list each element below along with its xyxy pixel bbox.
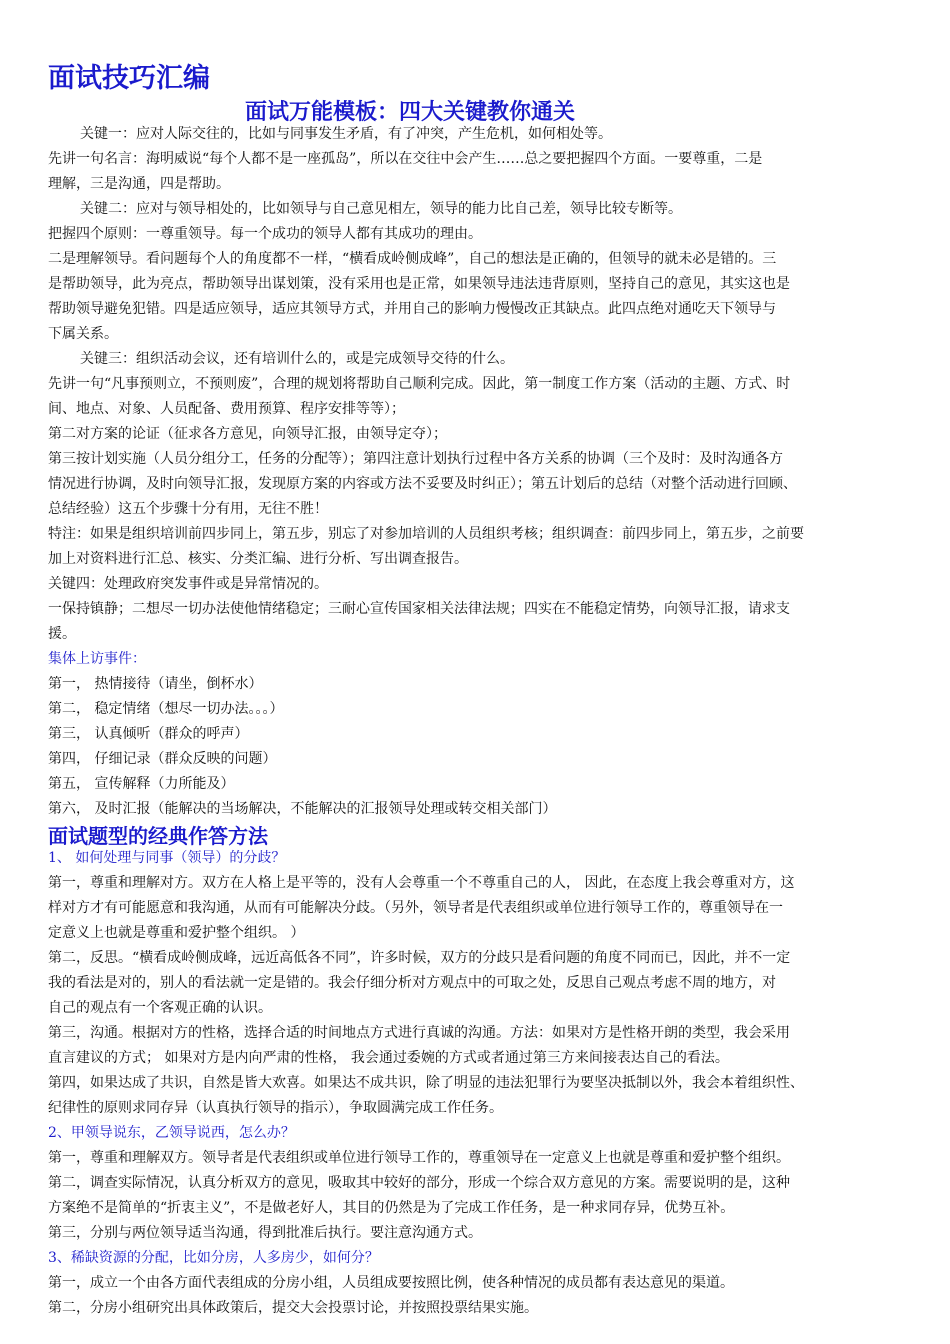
subheading-line: 集体上访事件：: [48, 651, 146, 667]
paragraph-line: 间、地点、对象、人员配备、费用预算、程序安排等等）；: [48, 401, 405, 417]
paragraph-line: 定意义上也就是尊重和爱护整个组织。 ）: [48, 925, 305, 941]
list-item: 第二， 稳定情绪（想尽一切办法。。。）: [48, 701, 284, 717]
paragraph-line: 纪律性的原则求同存异（认真执行领导的指示），争取圆满完成工作任务。: [48, 1100, 503, 1116]
paragraph-line: 特注：如果是组织培训前四步同上，第五步，别忘了对参加培训的人员组织考核；组织调查：前四步同上，第五步，之前要: [48, 526, 804, 542]
paragraph-line: 第三，沟通。根据对方的性格，选择合适的时间地点方式进行真诚的沟通。方法：如果对方是性格开朗的类型，我会采用: [48, 1025, 790, 1041]
paragraph-line: 关键一：应对人际交往的，比如与同事发生矛盾，有了冲突，产生危机，如何相处等。: [80, 126, 612, 142]
paragraph-line: 第一，尊重和理解对方。双方在人格上是平等的，没有人会尊重一个不尊重自己的人， 因此，在态度上我会尊重对方，这: [48, 875, 795, 891]
paragraph-line: 把握四个原则：一尊重领导。每一个成功的领导人都有其成功的理由。: [48, 226, 482, 242]
paragraph-line: 第四，如果达成了共识，自然是皆大欢喜。如果达不成共识，除了明显的违法犯罪行为要坚决抵制以外，我会本着组织性、: [48, 1075, 804, 1091]
section-title: 面试题型的经典作答方法: [48, 824, 268, 848]
paragraph-line: 第二对方案的论证（征求各方意见，向领导汇报，由领导定夺）；: [48, 426, 447, 442]
paragraph-line: 方案绝不是简单的“折衷主义”，不是做老好人，其目的仍然是为了完成工作任务，是一种求同存异，优势互补。: [48, 1200, 735, 1216]
paragraph-line: 第二，调查实际情况，认真分析双方的意见，吸取其中较好的部分，形成一个综合双方意见的方案。需要说明的是，这种: [48, 1175, 790, 1191]
paragraph-line: 总结经验）这五个步骤十分有用，无往不胜！: [48, 501, 328, 517]
question-heading: 3、稀缺资源的分配，比如分房，人多房少，如何分？: [48, 1250, 379, 1266]
paragraph-line: 关键三：组织活动会议，还有培训什么的，或是完成领导交待的什么。: [80, 351, 514, 367]
paragraph-line: 二是理解领导。看问题每个人的角度都不一样，“横看成岭侧成峰”，自己的想法是正确的，但领导的就未必是错的。三: [48, 251, 777, 267]
paragraph-line: 关键二：应对与领导相处的，比如领导与自己意见相左，领导的能力比自己差，领导比较专断等。: [80, 201, 682, 217]
paragraph-line: 第三按计划实施（人员分组分工，任务的分配等）；第四注意计划执行过程中各方关系的协调（三个及时：及时沟通各方: [48, 451, 783, 467]
paragraph-line: 先讲一句名言：海明威说“每个人都不是一座孤岛”，所以在交往中会产生……总之要把握四个方面。一要尊重，二是: [48, 151, 763, 167]
paragraph-line: 样对方才有可能愿意和我沟通，从而有可能解决分歧。（另外，领导者是代表组织或单位进行领导工作的，尊重领导在一: [48, 900, 783, 916]
paragraph-line: 援。: [48, 626, 76, 642]
list-item: 第三， 认真倾听（群众的呼声）: [48, 726, 249, 742]
paragraph-line: 帮助领导避免犯错。四是适应领导，适应其领导方式，并用自己的影响力慢慢改正其缺点。此四点绝对通吃天下领导与: [48, 301, 776, 317]
paragraph-line: 理解，三是沟通，四是帮助。: [48, 176, 230, 192]
paragraph-line: 第一，成立一个由各方面代表组成的分房小组，人员组成要按照比例，使各种情况的成员都有表达意见的渠道。: [48, 1275, 734, 1291]
question-heading: 1、 如何处理与同事（领导）的分歧？: [48, 850, 286, 866]
paragraph-line: 我的看法是对的，别人的看法就一定是错的。我会仔细分析对方观点中的可取之处，反思自己观点考虑不周的地方，对: [48, 975, 776, 991]
question-heading: 2、甲领导说东，乙领导说西，怎么办？: [48, 1125, 295, 1141]
list-item: 第四， 仔细记录（群众反映的问题）: [48, 751, 277, 767]
paragraph-line: 下属关系。: [48, 326, 118, 342]
list-item: 第六， 及时汇报（能解决的当场解决，不能解决的汇报领导处理或转交相关部门）: [48, 801, 557, 817]
paragraph-line: 一保持镇静；二想尽一切办法使他情绪稳定；三耐心宣传国家相关法律法规；四实在不能稳定情势，向领导汇报，请求支: [48, 601, 790, 617]
list-item: 第一， 热情接待（请坐，倒杯水）: [48, 676, 263, 692]
paragraph-line: 第一，尊重和理解双方。领导者是代表组织或单位进行领导工作的，尊重领导在一定意义上也就是尊重和爱护整个组织。: [48, 1150, 790, 1166]
document-subtitle: 面试万能模板：四大关键教你通关: [244, 100, 575, 125]
paragraph-line: 第二，分房小组研究出具体政策后，提交大会投票讨论，并按照投票结果实施。: [48, 1300, 538, 1316]
paragraph-line: 关键四：处理政府突发事件或是异常情况的。: [48, 576, 328, 592]
list-item: 第五， 宣传解释（力所能及）: [48, 776, 235, 792]
document-title: 面试技巧汇编: [48, 63, 210, 94]
paragraph-line: 先讲一句“凡事预则立，不预则废”，合理的规划将帮助自己顺利完成。因此，第一制度工作方案（活动的主题、方式、时: [48, 376, 791, 392]
paragraph-line: 是帮助领导，此为亮点，帮助领导出谋划策，没有采用也是正常，如果领导违法违背原则，坚持自己的意见，其实这也是: [48, 276, 790, 292]
paragraph-line: 第二，反思。“横看成岭侧成峰，远近高低各不同”，许多时候，双方的分歧只是看问题的角度不同而已，因此，并不一定: [48, 950, 791, 966]
paragraph-line: 直言建议的方式； 如果对方是内向严肃的性格， 我会通过委婉的方式或者通过第三方来间接表达自己的看法。: [48, 1050, 729, 1066]
paragraph-line: 自己的观点有一个客观正确的认识。: [48, 1000, 272, 1016]
paragraph-line: 加上对资料进行汇总、核实、分类汇编、进行分析、写出调查报告。: [48, 551, 468, 567]
paragraph-line: 第三，分别与两位领导适当沟通，得到批准后执行。要注意沟通方式。: [48, 1225, 482, 1241]
paragraph-line: 情况进行协调，及时向领导汇报，发现原方案的内容或方法不妥要及时纠正）；第五计划后的总结（对整个活动进行回顾、: [48, 476, 797, 492]
